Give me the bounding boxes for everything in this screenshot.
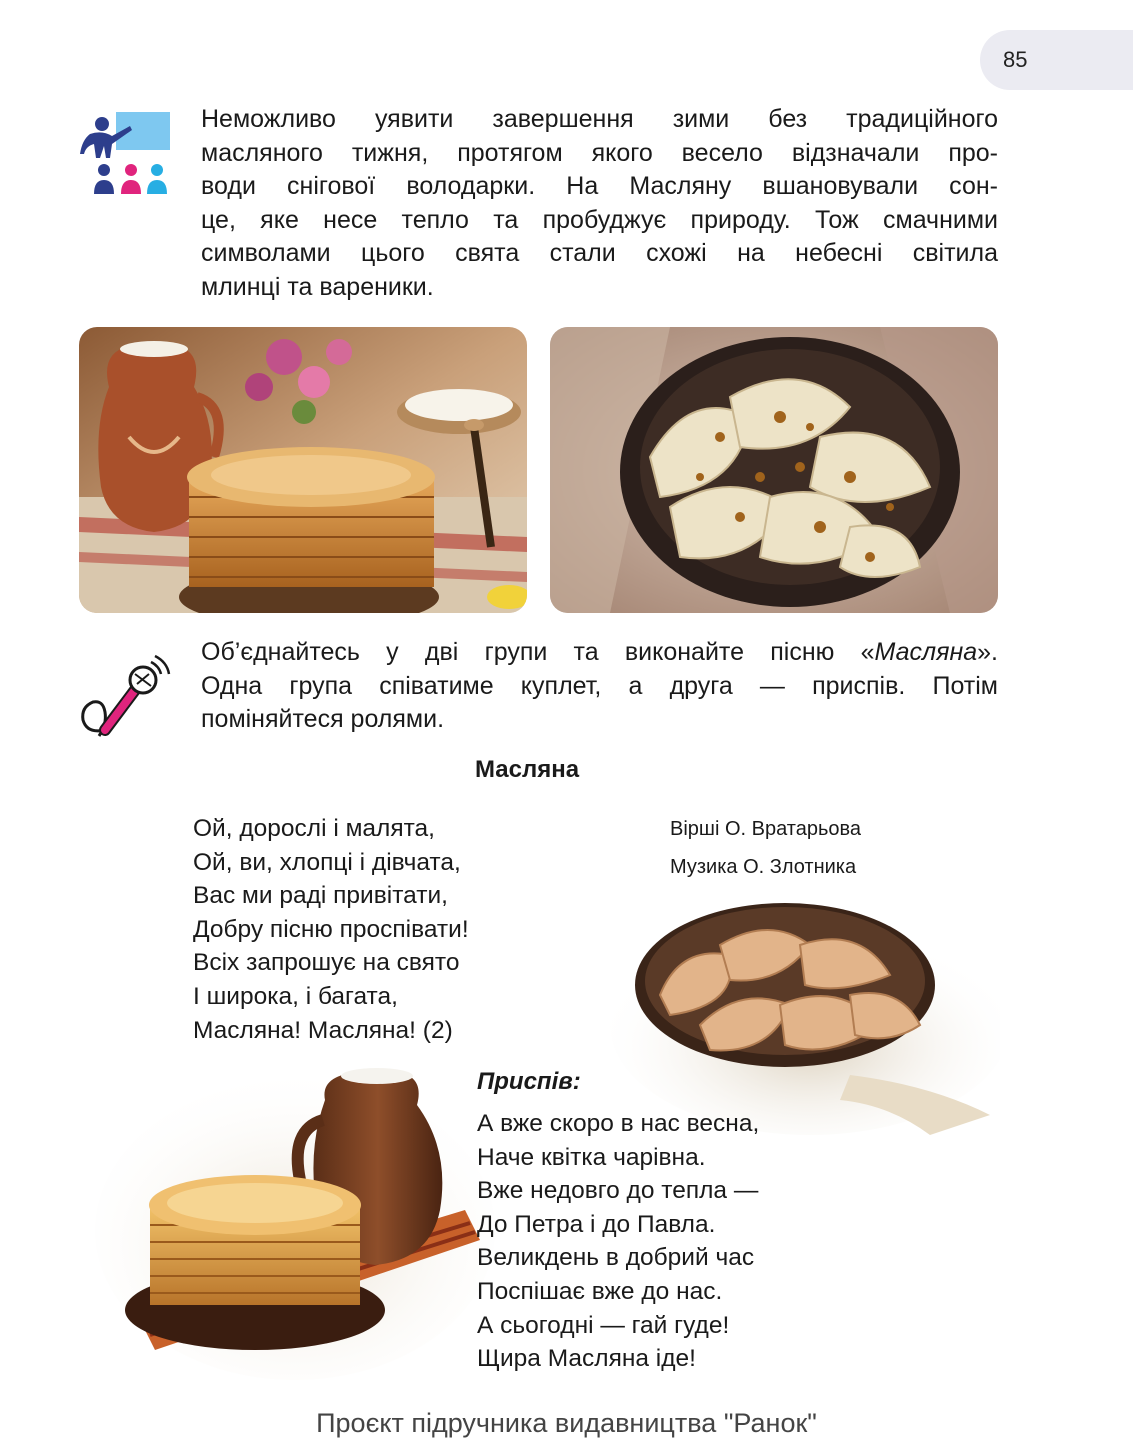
teacher-at-board-icon — [80, 110, 172, 201]
verse-line: І широка, і багата, — [193, 982, 398, 1010]
chorus-line: А вже скоро в нас весна, — [477, 1110, 760, 1137]
task-line — [201, 636, 998, 670]
intro-line: Неможливо уявити завершення зими без традиційного — [201, 105, 998, 133]
song-title: Масляна — [475, 756, 580, 783]
page-number: 85 — [1003, 47, 1028, 72]
chorus-line: Наче квітка чарівна. — [477, 1143, 706, 1171]
pancakes-jug-illustration — [95, 1060, 495, 1385]
chorus-line: Вже недовго до тепла — — [477, 1177, 759, 1205]
dumplings-photo — [550, 327, 998, 613]
intro-paragraph — [201, 103, 998, 305]
intro-line: млинці та вареники. — [201, 272, 434, 301]
task-line: поміняйтеся ролями. — [201, 705, 445, 734]
song-title-inline: Масляна — [874, 638, 978, 666]
pancakes-photo — [79, 327, 527, 613]
song-chorus — [477, 1107, 759, 1376]
verse-line: Всіх запрошує на свято — [193, 949, 460, 977]
chorus-line: Великдень в добрий час — [477, 1244, 755, 1272]
verse-line: Вас ми раді привітати, — [193, 882, 448, 910]
lyrics-author: Вірші О. Вратарьова — [670, 818, 862, 840]
dumplings-illustration — [600, 885, 1000, 1140]
intro-line: символами цього свята стали схожі на небесні світила — [201, 239, 998, 268]
verse-line: Масляна! Масляна! (2) — [193, 1016, 453, 1044]
chorus-line: До Петра і до Павла. — [477, 1210, 716, 1238]
intro-line: води снігової володарки. На Масляну вшановували сон- — [201, 172, 998, 201]
chorus-label: Приспів: — [477, 1068, 581, 1095]
task-text: ». — [977, 638, 998, 666]
song-verse — [193, 812, 469, 1047]
publisher-footer: Проєкт підручника видавництва "Ранок" — [316, 1408, 817, 1438]
chorus-line: А сьогодні — гай гуде! — [477, 1311, 730, 1339]
microphone-icon — [77, 652, 173, 745]
verse-line: Ой, ви, хлопці і дівчата, — [193, 848, 461, 876]
verse-line: Добру пісню проспівати! — [193, 915, 469, 943]
task-paragraph — [201, 636, 998, 737]
task-text: Об’єднайтесь у дві групи та виконайте пісню « — [201, 638, 875, 666]
verse-line: Ой, дорослі і малята, — [193, 815, 435, 842]
task-line: Одна група співатиме куплет, а друга — приспів. Потім — [201, 671, 998, 700]
chorus-line: Щира Масляна іде! — [477, 1345, 696, 1373]
music-author: Музика О. Злотника — [670, 856, 857, 878]
chorus-line: Поспішає вже до нас. — [477, 1277, 723, 1305]
intro-line: масляного тижня, протягом якого весело відзначали про- — [201, 138, 998, 167]
intro-line: це, яке несе тепло та пробуджує природу. Тож смачними — [201, 205, 998, 234]
